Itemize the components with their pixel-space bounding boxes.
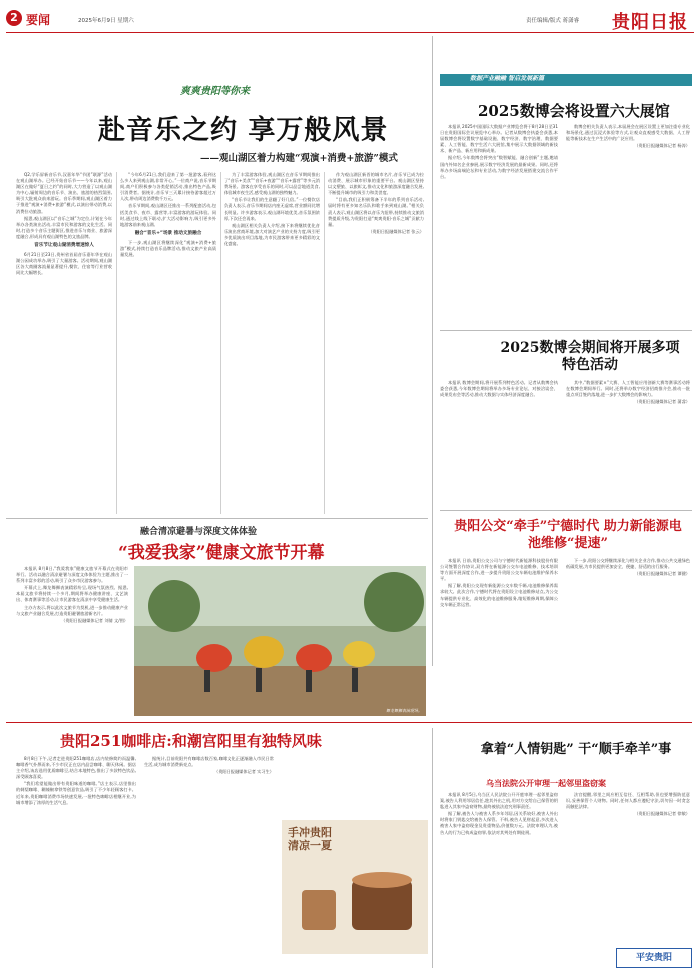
column-rule — [220, 172, 221, 514]
byline: （贵阳日报融媒体记者 刘倩 文/图） — [61, 617, 128, 623]
feature-col-4 — [328, 172, 424, 236]
feature-subhead-1: 音乐节让观山湖消费增速惊人 — [34, 243, 94, 249]
byline: （贵阳日报融媒体记者 杨涛） — [634, 143, 690, 149]
coffee-photo-caption: 手冲贵阳 清凉一夏 — [288, 826, 332, 852]
paragraph: “今年6月21日,我们迎来了第一批游客,看到这么多人来到观山湖,非常开心。”一位商户说,音乐节期间,商户们积极参与各类促销活动,推出特色产品,吸引消费者。据统计,音乐节三天累计接待游客超过万人次,带动周边消费数千万元。 — [120, 172, 216, 202]
bus-col-1 — [440, 558, 558, 609]
paragraph: 音乐节期间,观山湖区还推出一系列配套活动,包括美食节、夜市、露营等,丰富游客的游玩体验。同时,通过线上线下联动,扩大活动影响力,吸引更多外地游客前来观山湖。 — [120, 203, 216, 227]
expo-activities-title: 2025数博会期间将开展多项特色活动 — [500, 340, 680, 373]
paragraph: 6月21日至23日,贵州省首届音乐嘉年华在观山湖公园成功举办,吸引了大量游客。活动期间,观山湖区各大商圈客流量显著提升,餐饮、住宿等行业营收同比大幅增长。 — [16, 252, 112, 276]
header-editor: 责任编辑/版式 蒋潇睿 — [526, 18, 580, 24]
paragraph: 本报讯 数博会期间,将开展系列特色活动。记者从数博会执委会获悉,今年数博会期间将举办多场专业论坛、对接洽谈会、成果发布会等活动,推动大数据与实体经济深度融合。 — [440, 380, 558, 398]
paragraph: 观山湖区相关负责人介绍,接下来将继续优化音乐演出营商环境,加大对演艺产业的支持力度,吸引更多优质演出项目落地,为市民游客带来更多精彩的文化盛宴。 — [224, 222, 320, 247]
feature-kicker-box — [170, 80, 280, 98]
section-divider — [440, 510, 692, 511]
coffee-photo — [282, 820, 428, 954]
coffee-title: 贵阳251咖啡店:和潮宫阳里有独特风味 — [60, 732, 322, 750]
paragraph: 下一步,观山湖区将继续深化“观演+消费+旅游”模式,持续打造音乐品牌活动,推动文旅产业高质量发展。 — [120, 239, 216, 258]
paragraph: 为了丰富游客体验,观山湖区在音乐节期间推出了“音乐+美食”“音乐+夜游”“音乐+露营”等多元消费场景。游客在享受音乐的同时,可以品尝地道美食,体验城市夜生活,感受观山湖的独特魅力。 — [224, 172, 320, 196]
header-rule — [6, 32, 694, 33]
paragraph: 下一步,贵阳公交将继续深化与相关企业合作,推动公共交通绿色低碳发展,为市民提供更加安全、便捷、舒适的出行服务。 — [566, 558, 690, 570]
header-date: 2025年6月9日 星期六 — [78, 18, 134, 24]
paragraph: 据悉,观山湖区以“音乐之城”为定位,计划在今年举办各类演出活动,丰富市民和游客的文化生活。同时,打造多个音乐主题街区,推进音乐与商业、旅游深度融合,形成具有观山湖特色的文旅品牌。 — [16, 215, 112, 239]
byline: （贵阳日报融媒体记者 张云） — [368, 228, 424, 234]
feature-subtitle: ——观山湖区着力构建“观演+消费+旅游”模式 — [200, 153, 398, 164]
feature-title: 赴音乐之约 享万般风景 — [98, 115, 389, 146]
paragraph: 开幕式上,舞龙舞狮表演精彩纷呈,现场气氛热烈。据悉,本届文旅节将持续一个多月,期间将举办健康讲座、文艺演出、体育赛事等活动,让市民游客在清凉中享受健康生活。 — [16, 585, 128, 603]
bus-col-2 — [566, 558, 690, 578]
paragraph: 本报讯 8月5日,乌当区人民法院公开开庭审理一起邻里盗窃案,被告人利用邻居信任,趁其外出之机,用对方交给自己保管的钥匙进入其家中盗窃财物,最终被依法追究刑事责任。 — [440, 792, 558, 810]
feature-kicker: 爽爽贵阳等你来 — [180, 86, 250, 97]
safety-badge-text: 平安贵阳 — [635, 953, 672, 963]
column-rule — [324, 172, 325, 514]
paragraph: “我们希望能做出带有贵阳味道的咖啡。”店主表示,店里推出的刺梨咖啡、糊辣椒拿铁等创意饮品,吸引了不少年轻顾客打卡。近年来,贵阳咖啡消费市场快速发展,一批特色咖啡店相继开业,为城市增添了浓厚的生活气息。 — [16, 781, 136, 805]
page-number-badge: 2 — [6, 10, 22, 26]
paragraph: 本报讯 8月8日,“我爱我家”健康文旅节开幕式在贵阳市举行。活动以融合清凉避暑与深度文体体验为主题,推出了一系列丰富多彩的活动,吸引了众多市民游客参与。 — [16, 566, 128, 584]
feature-col-1 — [16, 172, 112, 278]
section-name: 要闻 — [26, 13, 51, 27]
paragraph: 据介绍,今年数博会将突出“数智赋能、融合创新”主题,邀请国内外知名企业参展,展示数字经济发展的最新成果。同时,还将举办多场高端论坛和专业活动,为数字经济发展搭建交流合作平台。 — [440, 155, 558, 179]
paragraph: 其中,“数据要素×”大赛、人工智能应用创新大赛等赛事活动将在数博会期间举行。同时,还将举办数字经济招商推介会,推动一批重点项目签约落地,进一步扩大数博会的影响力。 — [566, 380, 690, 398]
section-divider — [6, 518, 428, 519]
expo-activities-col-1 — [440, 380, 558, 399]
paragraph: 法官提醒,邻里之间应相互信任、互相帮助,但也要增强防范意识,妥善保管个人财物。同时,任何人都应遵纪守法,切勿因一时贪念而触犯法律。 — [566, 792, 690, 810]
dragon-dance-photo — [134, 566, 426, 716]
paragraph: Q2,学乐屏新音乐节,汉嘉年华“节团”联源”活动在观山湖举办。已经开始音乐节——今年以来,观山湖区在做好“夏日之约”的同时,大力营造了以观山湖为中心,辐射周边的音乐节、演出、旅游的热烈氛围,吸引大批观众前来游玩。音乐季期间,观山湖区着力于推进“观演+消费+旅游”模式,以演出带动消费,以消费拉动旅游。 — [16, 172, 112, 214]
vertical-divider — [432, 36, 433, 666]
expo-activities-col-2 — [566, 380, 690, 406]
paragraph: 据统计,目前贵阳共有咖啡店数百家,咖啡文化正逐渐融入市民日常生活,成为城市消费新亮点。 — [144, 756, 274, 768]
expo-title: 2025数博会将设置六大展馆 — [478, 102, 670, 120]
culture-kicker: 融合清凉避暑与深度文体体验 — [140, 527, 258, 537]
byline: （贵阳日报融媒体记者 实习生） — [214, 769, 274, 775]
paragraph: 8月8日下午,记者走进贵阳251咖啡店,店内装修简约而温馨,咖啡香气扑鼻而来,不少市民正在店内品尝咖啡、聊天休闲。据店主介绍,该店选用优质咖啡豆,结合本地特色,推出了多款特色饮品,深受顾客喜爱。 — [16, 756, 136, 780]
paragraph: 数博会相关负责人表示,本届展会在展区设置上更加注重专业化和场景化,通过沉浸式体验等方式,让观众直观感受大数据、人工智能等新技术在生产生活中的广泛应用。 — [566, 124, 690, 142]
expo-col-1 — [440, 124, 558, 181]
expo-col-2 — [566, 124, 690, 150]
culture-title: “我爱我家”健康文旅节开幕 — [118, 543, 325, 563]
paragraph: 据了解,贵阳公交现有新能源公交车数千辆,电池维修保养需求较大。此次合作,宁德时代将在贵阳设立电池维修站点,为公交车辆提供专业化、高效化的电池维修服务,缩短维修周期,保障公交车辆正常运营。 — [440, 583, 558, 607]
safety-badge — [616, 948, 692, 968]
feature-col-3 — [224, 172, 320, 248]
paragraph: 本报讯 日前,贵阳公交公司与宁德时代新能源科技股份有限公司签署合作协议,双方将在新能源公交车电池维修、技术培训等方面开展深度合作,进一步提升贵阳公交车辆电池维护保养水平。 — [440, 558, 558, 582]
culture-text — [16, 566, 128, 625]
theme-banner-text: 数据产业融融 智启发展新篇 — [470, 75, 545, 82]
feature-col-2 — [120, 172, 216, 259]
column-rule — [116, 172, 117, 514]
safety-col-1 — [440, 792, 558, 837]
paragraph: 据了解,被告人与被害人系多年邻居,因关系较好,被害人外出时将家门钥匙交给被告人保管。不料,被告人见财起意,多次进入被害人家中盗窃现金及贵重物品,价值数万元。法院审理认为,被告人的行为已构成盗窃罪,依法对其判处有期徒刑。 — [440, 811, 558, 835]
bus-title: 贵阳公交“牵手”宁德时代 助力新能源电池维修“提速” — [454, 519, 682, 551]
page-header — [6, 8, 694, 32]
paragraph: 主办方表示,将以此次文旅节为契机,进一步推动健康产业与文旅产业融合发展,打造贵阳避暑旅游新名片。 — [16, 604, 128, 616]
coffee-col-2 — [144, 756, 274, 776]
feature-subhead-2: 融合“音乐+”场景 推动文旅融合 — [134, 230, 202, 236]
safety-subtitle: 乌当法院公开审理一起邻里盗窃案 — [486, 778, 606, 788]
paragraph: “音乐节让我们的生意翻了好几倍。”一位餐饮店负责人表示,音乐节期间店内座无虚席,营业额同比增长明显。许多游客表示,观山湖环境优美,音乐氛围浓厚,下次还会再来。 — [224, 197, 320, 221]
newspaper-logo: 贵阳日报 — [612, 12, 688, 33]
vertical-divider — [432, 728, 433, 968]
safety-col-2 — [566, 792, 690, 818]
byline: （贵阳日报融媒体记者 谭健） — [634, 571, 690, 577]
culture-photo — [134, 566, 426, 716]
byline: （贵阳日报融媒体记者 徐敏） — [634, 811, 690, 817]
safety-title: 拿着“人情钥匙” 干“顺手牵羊”事 — [480, 742, 672, 757]
paragraph: 本报讯 2025中国国际大数据产业博览会将于8月28日至31日在贵阳国际会议展览中心举办。记者从数博会执委会获悉,本届数博会将设置数字基础设施、数字经济、数字治理、数据要素、人工智能、数字生活六大展馆,集中展示大数据领域的新技术、新产品、新应用和新成果。 — [440, 124, 558, 154]
section-divider — [6, 722, 692, 723]
coffee-col-1 — [16, 756, 136, 807]
paragraph: “目前,我们正积极筹备下半年的系列音乐活动,届时将有更多知名乐队和歌手来到观山湖。”相关负责人表示,观山湖区将以音乐为纽带,持续推动文旅消费提质升级,为贵阳打造“爽爽贵阳·音乐之城”贡献力量。 — [328, 197, 424, 227]
paragraph: 作为观山湖区新晋的城市名片,音乐节已成为拉动消费、展示城市形象的重要平台。观山湖区坚持以文塑旅、以旅彰文,推动文化和旅游深度融合发展,不断提升城市的吸引力和美誉度。 — [328, 172, 424, 196]
byline: （贵阳日报融媒体记者 蒲睿） — [634, 399, 690, 405]
theme-banner — [440, 74, 692, 86]
section-divider — [440, 330, 692, 331]
culture-photo-caption: 舞龙舞狮表演现场。 — [386, 708, 422, 713]
